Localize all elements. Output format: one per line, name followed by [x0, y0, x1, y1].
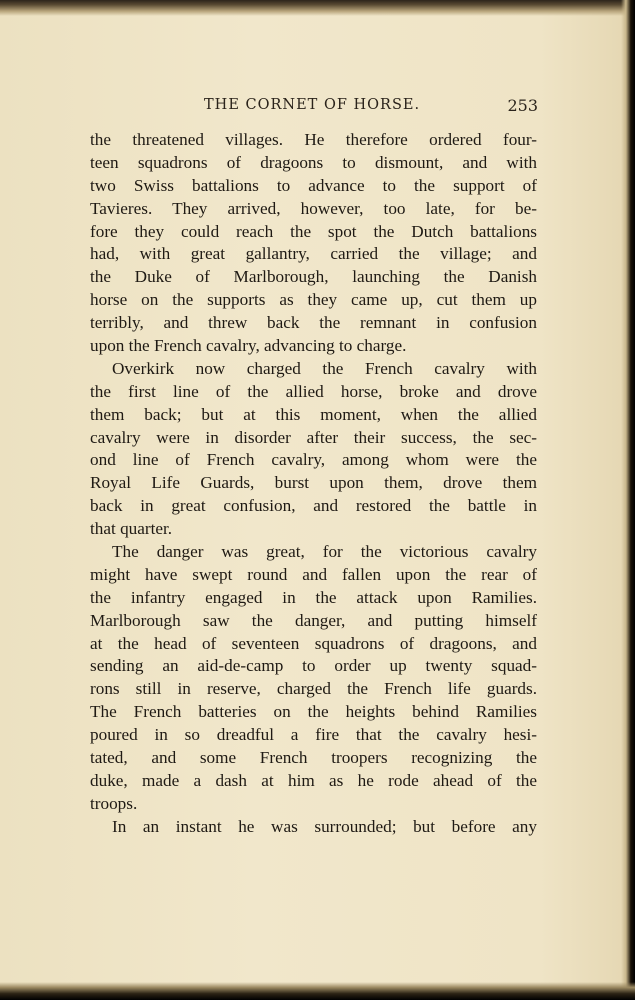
text-line: might have swept round and fallen upon the rear of [90, 564, 537, 584]
text-line: two Swiss battalions to advance to the support of [90, 175, 537, 195]
text-line: had, with great gallantry, carried the village; and [90, 244, 537, 264]
text-line: rons still in reserve, charged the French life guards. [90, 679, 537, 699]
text-line: tated, and some French troopers recognizing the [90, 748, 537, 768]
text-line: the infantry engaged in the attack upon Ramilies. [90, 587, 537, 607]
text-line: upon the French cavalry, advancing to charge. [90, 336, 407, 356]
text-line: duke, made a dash at him as he rode ahead of the [90, 770, 537, 790]
text-line: terribly, and threw back the remnant in confusion [90, 313, 537, 333]
right-edge-shadow [621, 0, 635, 1000]
paragraph-1 [90, 129, 537, 358]
text-line: Tavieres. They arrived, however, too late, for be- [90, 198, 537, 218]
text-line: ond line of French cavalry, among whom were the [90, 450, 537, 470]
text-line: troops. [90, 793, 138, 813]
text-line: cavalry were in disorder after their success, the sec- [90, 427, 537, 447]
text-line: back in great confusion, and restored the battle in [90, 496, 537, 516]
text-line: Overkirk now charged the French cavalry with [112, 358, 537, 378]
text-line: Marlborough saw the danger, and putting himself [90, 610, 537, 630]
bottom-edge-shadow [0, 982, 635, 1000]
text-line: The French batteries on the heights behind Ramilies [90, 702, 537, 722]
text-line: sending an aid-de-camp to order up twenty squad- [90, 656, 537, 676]
text-line: poured in so dreadful a fire that the cavalry hesi- [90, 725, 537, 745]
text-line: Royal Life Guards, burst upon them, drove them [90, 473, 537, 493]
paragraph-3 [90, 541, 537, 816]
page-number: 253 [507, 96, 538, 115]
running-header [88, 97, 538, 119]
text-line: The danger was great, for the victorious cavalry [112, 542, 537, 562]
text-line: teen squadrons of dragoons to dismount, and with [90, 152, 537, 172]
text-line: In an instant he was surrounded; but before any [112, 816, 537, 836]
paragraph-4 [90, 816, 537, 839]
text-line: the Duke of Marlborough, launching the Danish [90, 267, 537, 287]
text-line: them back; but at this moment, when the allied [90, 404, 537, 424]
text-line: horse on the supports as they came up, cut them up [90, 290, 537, 310]
text-line: the first line of the allied horse, broke and drove [90, 381, 537, 401]
top-edge-shadow [0, 0, 635, 16]
text-line: the threatened villages. He therefore ordered four- [90, 130, 537, 149]
text-line: that quarter. [90, 519, 173, 539]
text-line: at the head of seventeen squadrons of dragoons, and [90, 633, 537, 653]
body-text [90, 129, 537, 839]
text-line: fore they could reach the spot the Dutch battalions [90, 221, 537, 241]
running-title: THE CORNET OF HORSE. [204, 97, 421, 113]
paragraph-2 [90, 358, 537, 541]
